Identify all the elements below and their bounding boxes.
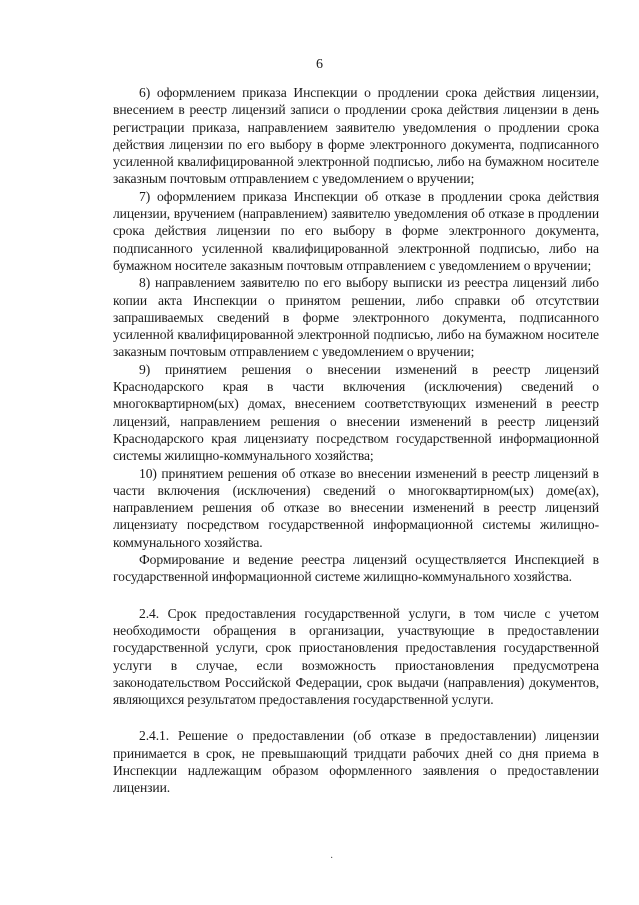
paragraph-item-10: 10) принятием решения об отказе во внесении изменений в реестр лицензий в части включения (исключения) сведений о многоквартирном(ых) доме(ах), направлением решения об отказе во внесении изменений в реестр лицензий лицензиату посредством государственной информационной системы жилищно-коммунального хозяйства. [113,465,599,550]
section-2-4-1: 2.4.1. Решение о предоставлении (об отказе в предоставлении) лицензии принимается в срок, не превышающий тридцати рабочих дней со дня приема в Инспекции надлежащим образом оформленного заявления о предоставлении лицензии. [113,728,599,796]
footer-mark: · [330,853,334,864]
paragraph-item-8: 8) направлением заявителю по его выбору выписки из реестра лицензий либо копии акта Инспекции о принятом решении, либо справки об отсутствии запрашиваемых сведений в форме электронного документа, подписанного усиленной квалифицированной электронной подписью, либо на бумажном носителе заказным почтовым отправлением с уведомлением о вручении; [113,275,599,360]
paragraph-item-9: 9) принятием решения о внесении изменений в реестр лицензий Краснодарского края в части включения (исключения) сведений о многоквартирном(ых) домах, внесением соответствующих изменений в реестр лицензий, направлением решения о внесении изменений в реестр лицензий Краснодарского края лицензиату посредством государственной информационной системы жилищно-коммунального хозяйства; [113,361,599,464]
section-2-4: 2.4. Срок предоставления государственной услуги, в том числе с учетом необходимости обращения в организации, участвующие в предоставлении государственной услуги, срок приостановления предоставления государственной услуги в случае, если возможность приостановления предусмотрена законодательством Российской Федерации, срок выдачи (направления) документов, являющихся результатом предоставления государственной услуги. [113,605,599,708]
document-body [113,84,599,797]
paragraph-item-6: 6) оформлением приказа Инспекции о продлении срока действия лицензии, внесением в реестр лицензий записи о продлении срока действия лицензии в день регистрации приказа, направлением заявителю уведомления о продлении срока действия лицензии по его выбору в форме электронного документа, подписанного усиленной квалифицированной электронной подписью, либо на бумажном носителе заказным почтовым отправлением с уведомлением о вручении; [113,85,599,187]
paragraph-registry: Формирование и ведение реестра лицензий осуществляется Инспекцией в государственной информационной системе жилищно-коммунального хозяйства. [113,552,599,585]
section-gap [113,586,599,605]
section-gap [113,708,599,727]
page-number: 6 [316,57,323,72]
paragraph-item-7: 7) оформлением приказа Инспекции об отказе в продлении срока действия лицензии, вручением (направлением) заявителю уведомления об отказе в продлении срока действия лицензии по его выбору в форме электронного документа, подписанного усиленной квалифицированной электронной подписью, либо на бумажном носителе заказным почтовым отправлением с уведомлением о вручении; [113,188,599,273]
